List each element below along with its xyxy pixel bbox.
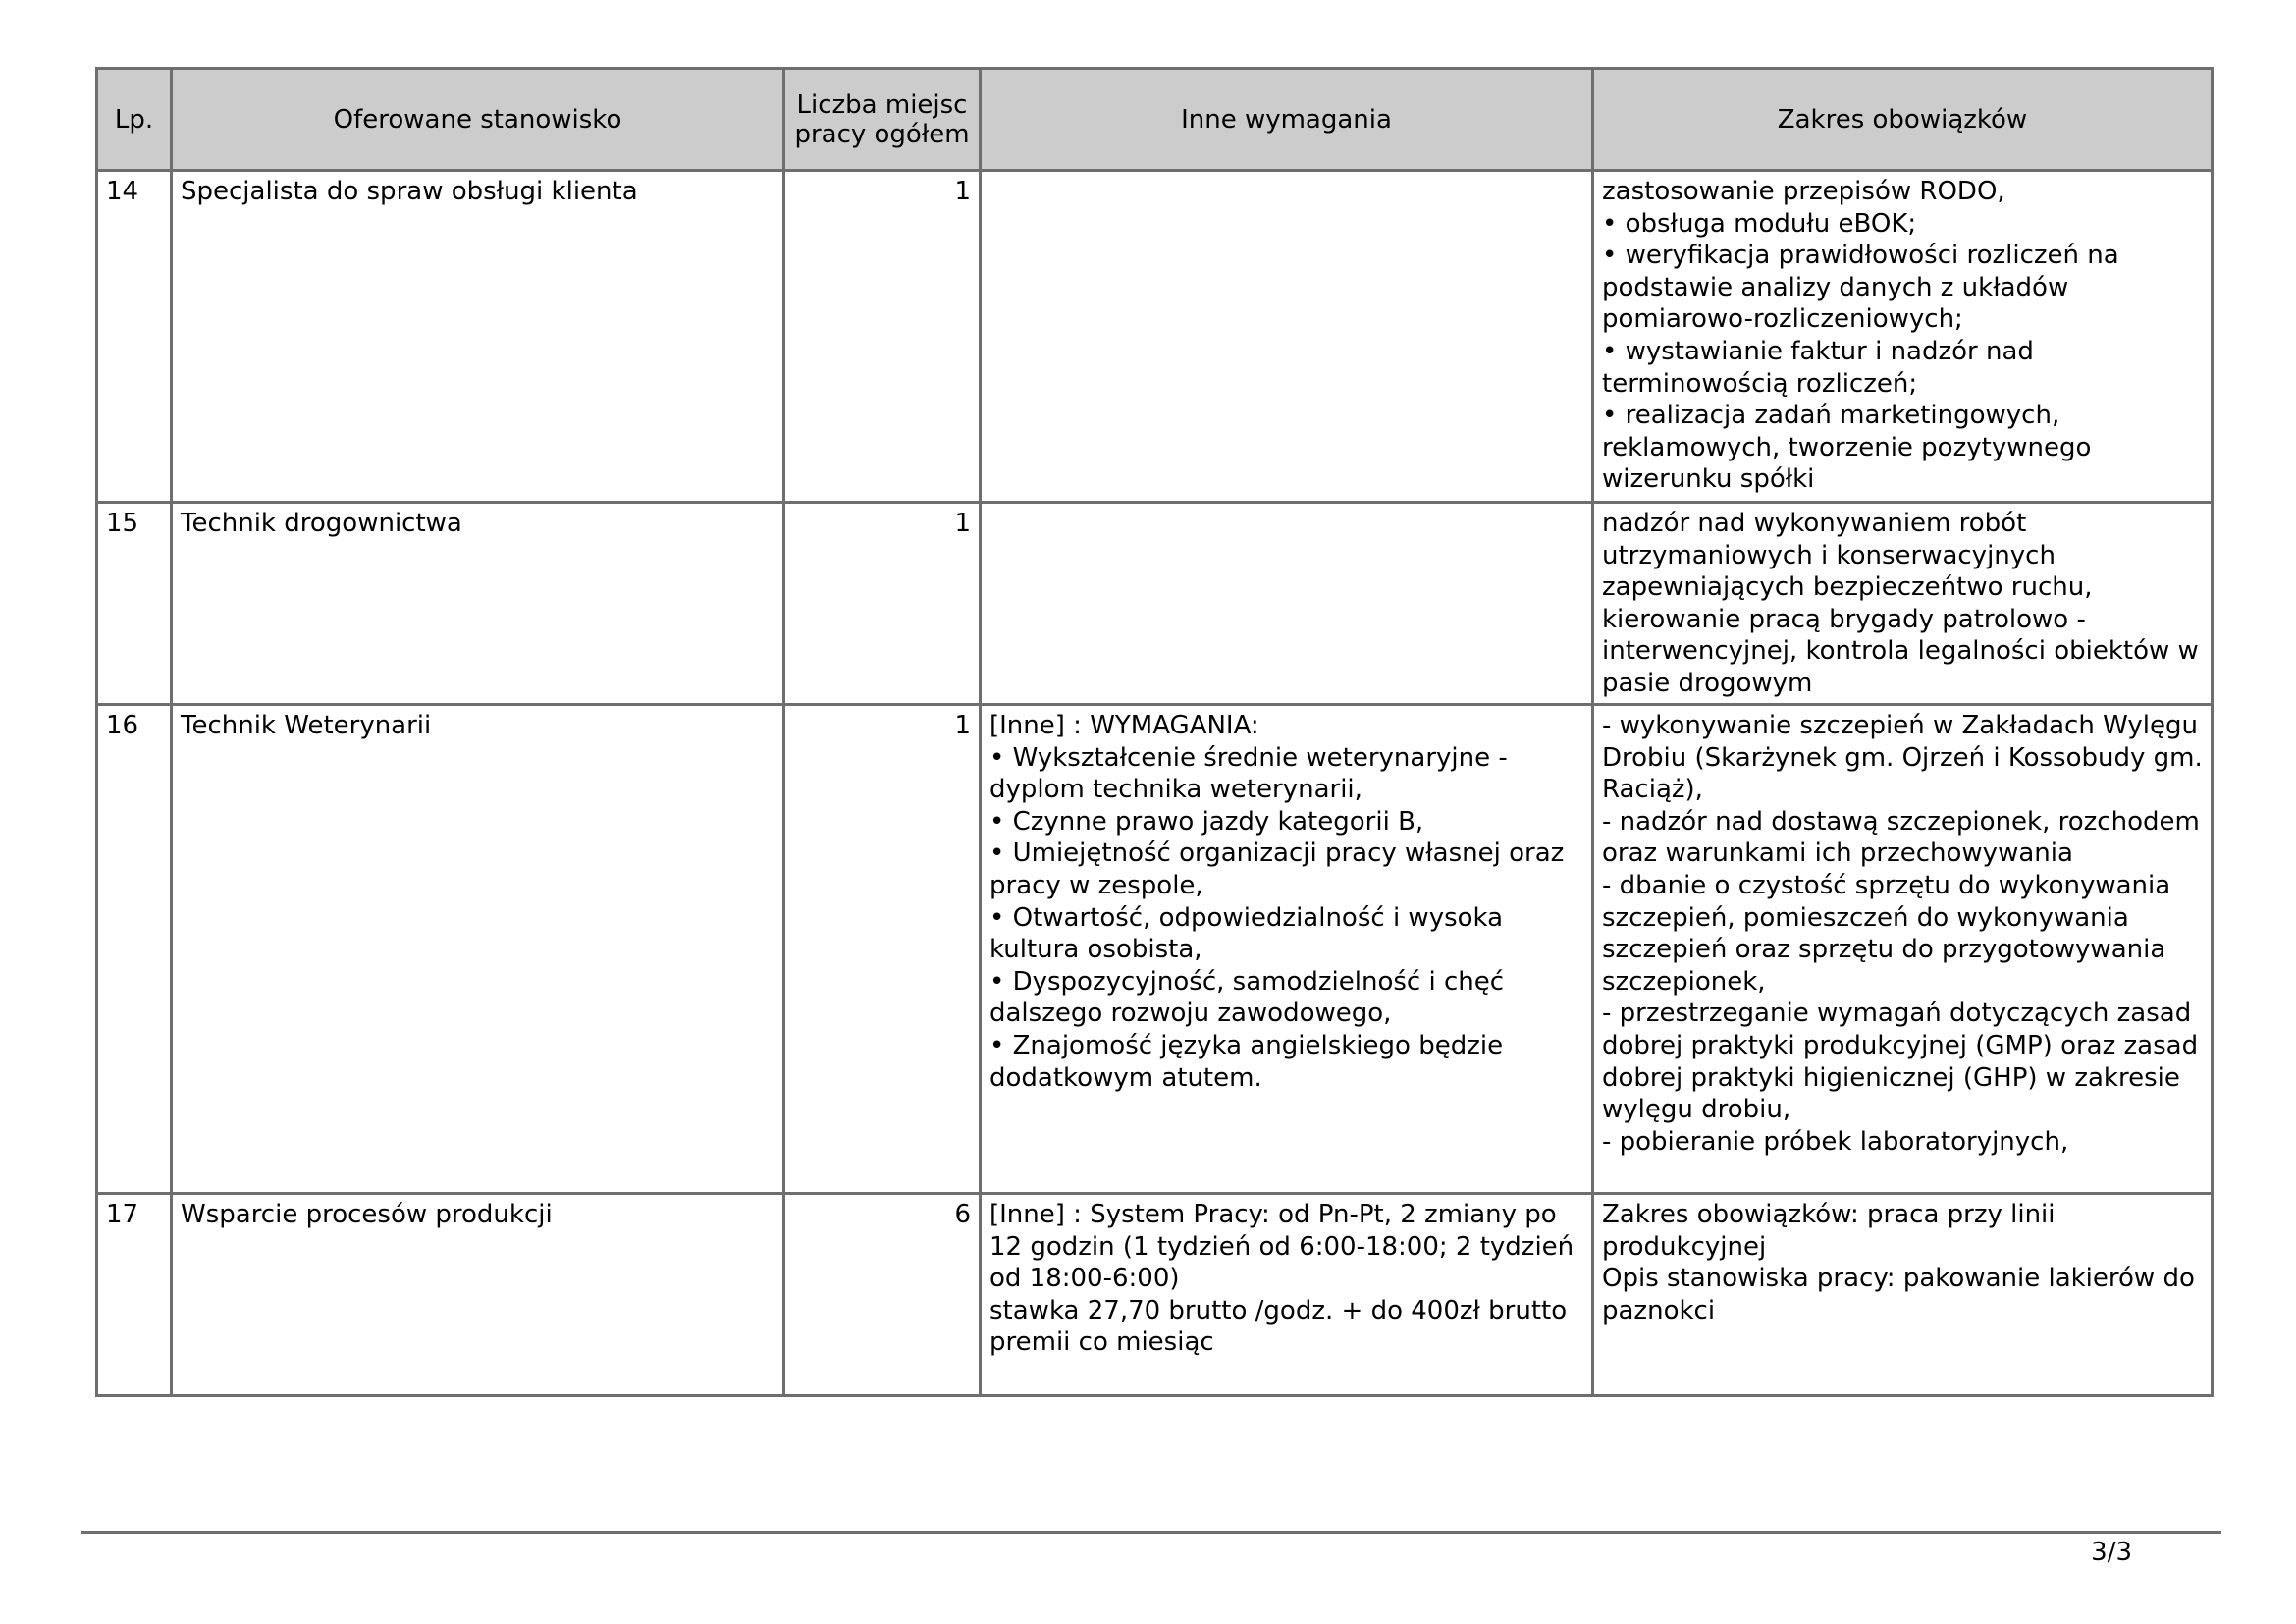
cell-duties: nadzór nad wykonywaniem robót utrzymaniowych i konserwacyjnych zapewniających bezpieczeńtwo ruchu, kierowanie pracą brygady patrolowo - interwencyjnej, kontrola legalności obiektów w pasie drogowym [1593,503,2213,705]
cell-duties: zastosowanie przepisów RODO, • obsługa modułu eBOK; • weryfikacja prawidłowości rozliczeń na podstawie analizy danych z układów pomiarowo-rozliczeniowych; • wystawianie faktur i nadzór nad terminowością rozliczeń; • realizacja zadań marketingowych, reklamowych, tworzenie pozytywnego wizerunku spółki [1593,171,2213,503]
header-position: Oferowane stanowisko [172,69,784,171]
cell-requirements: [Inne] : WYMAGANIA: • Wykształcenie średnie weterynaryjne - dyplom technika weterynarii, • Czynne prawo jazdy kategorii B, • Umiejętność organizacji pracy własnej oraz pracy w zespole, • Otwartość, odpowiedzialność i wysoka kultura osobista, • Dyspozycyjność, samodzielność i chęć dalszego rozwoju zawodowego, • Znajomość języka angielskiego będzie dodatkowym atutem. [981,705,1593,1194]
cell-position: Wsparcie procesów produkcji [172,1194,784,1396]
header-lp: Lp. [97,69,172,171]
cell-lp: 15 [97,503,172,705]
cell-position: Specjalista do spraw obsługi klienta [172,171,784,503]
cell-requirements: [Inne] : System Pracy: od Pn-Pt, 2 zmiany po 12 godzin (1 tydzień od 6:00-18:00; 2 tydzień od 18:00-6:00) stawka 27,70 brutto /godz. + do 400zł brutto premii co miesiąc [981,1194,1593,1396]
cell-count: 1 [784,503,981,705]
cell-count: 1 [784,705,981,1194]
cell-position: Technik Weterynarii [172,705,784,1194]
cell-lp: 17 [97,1194,172,1396]
page-number: 3/3 [2091,1538,2132,1567]
cell-count: 1 [784,171,981,503]
cell-position: Technik drogownictwa [172,503,784,705]
header-count: Liczba miejsc pracy ogółem [784,69,981,171]
cell-duties: Zakres obowiązków: praca przy linii produkcyjnej Opis stanowiska pracy: pakowanie lakierów do paznokci [1593,1194,2213,1396]
job-offers-table [95,67,2214,1397]
cell-duties: - wykonywanie szczepień w Zakładach Wylęgu Drobiu (Skarżynek gm. Ojrzeń i Kossobudy gm. Raciąż), - nadzór nad dostawą szczepionek, rozchodem oraz warunkami ich przechowywania - dbanie o czystość sprzętu do wykonywania szczepień, pomieszczeń do wykonywania szczepień oraz sprzętu do przygotowywania szczepionek, - przestrzeganie wymagań dotyczących zasad dobrej praktyki produkcyjnej (GMP) oraz zasad dobrej praktyki higienicznej (GHP) w zakresie wylęgu drobiu, - pobieranie próbek laboratoryjnych, [1593,705,2213,1194]
header-duties: Zakres obowiązków [1593,69,2213,171]
cell-lp: 16 [97,705,172,1194]
cell-lp: 14 [97,171,172,503]
table-row [97,503,2213,705]
cell-requirements [981,503,1593,705]
footer-divider [81,1531,2221,1534]
header-requirements: Inne wymagania [981,69,1593,171]
table-header-row [97,69,2213,171]
table-row [97,1194,2213,1396]
table-row [97,705,2213,1194]
table-row [97,171,2213,503]
cell-count: 6 [784,1194,981,1396]
cell-requirements [981,171,1593,503]
